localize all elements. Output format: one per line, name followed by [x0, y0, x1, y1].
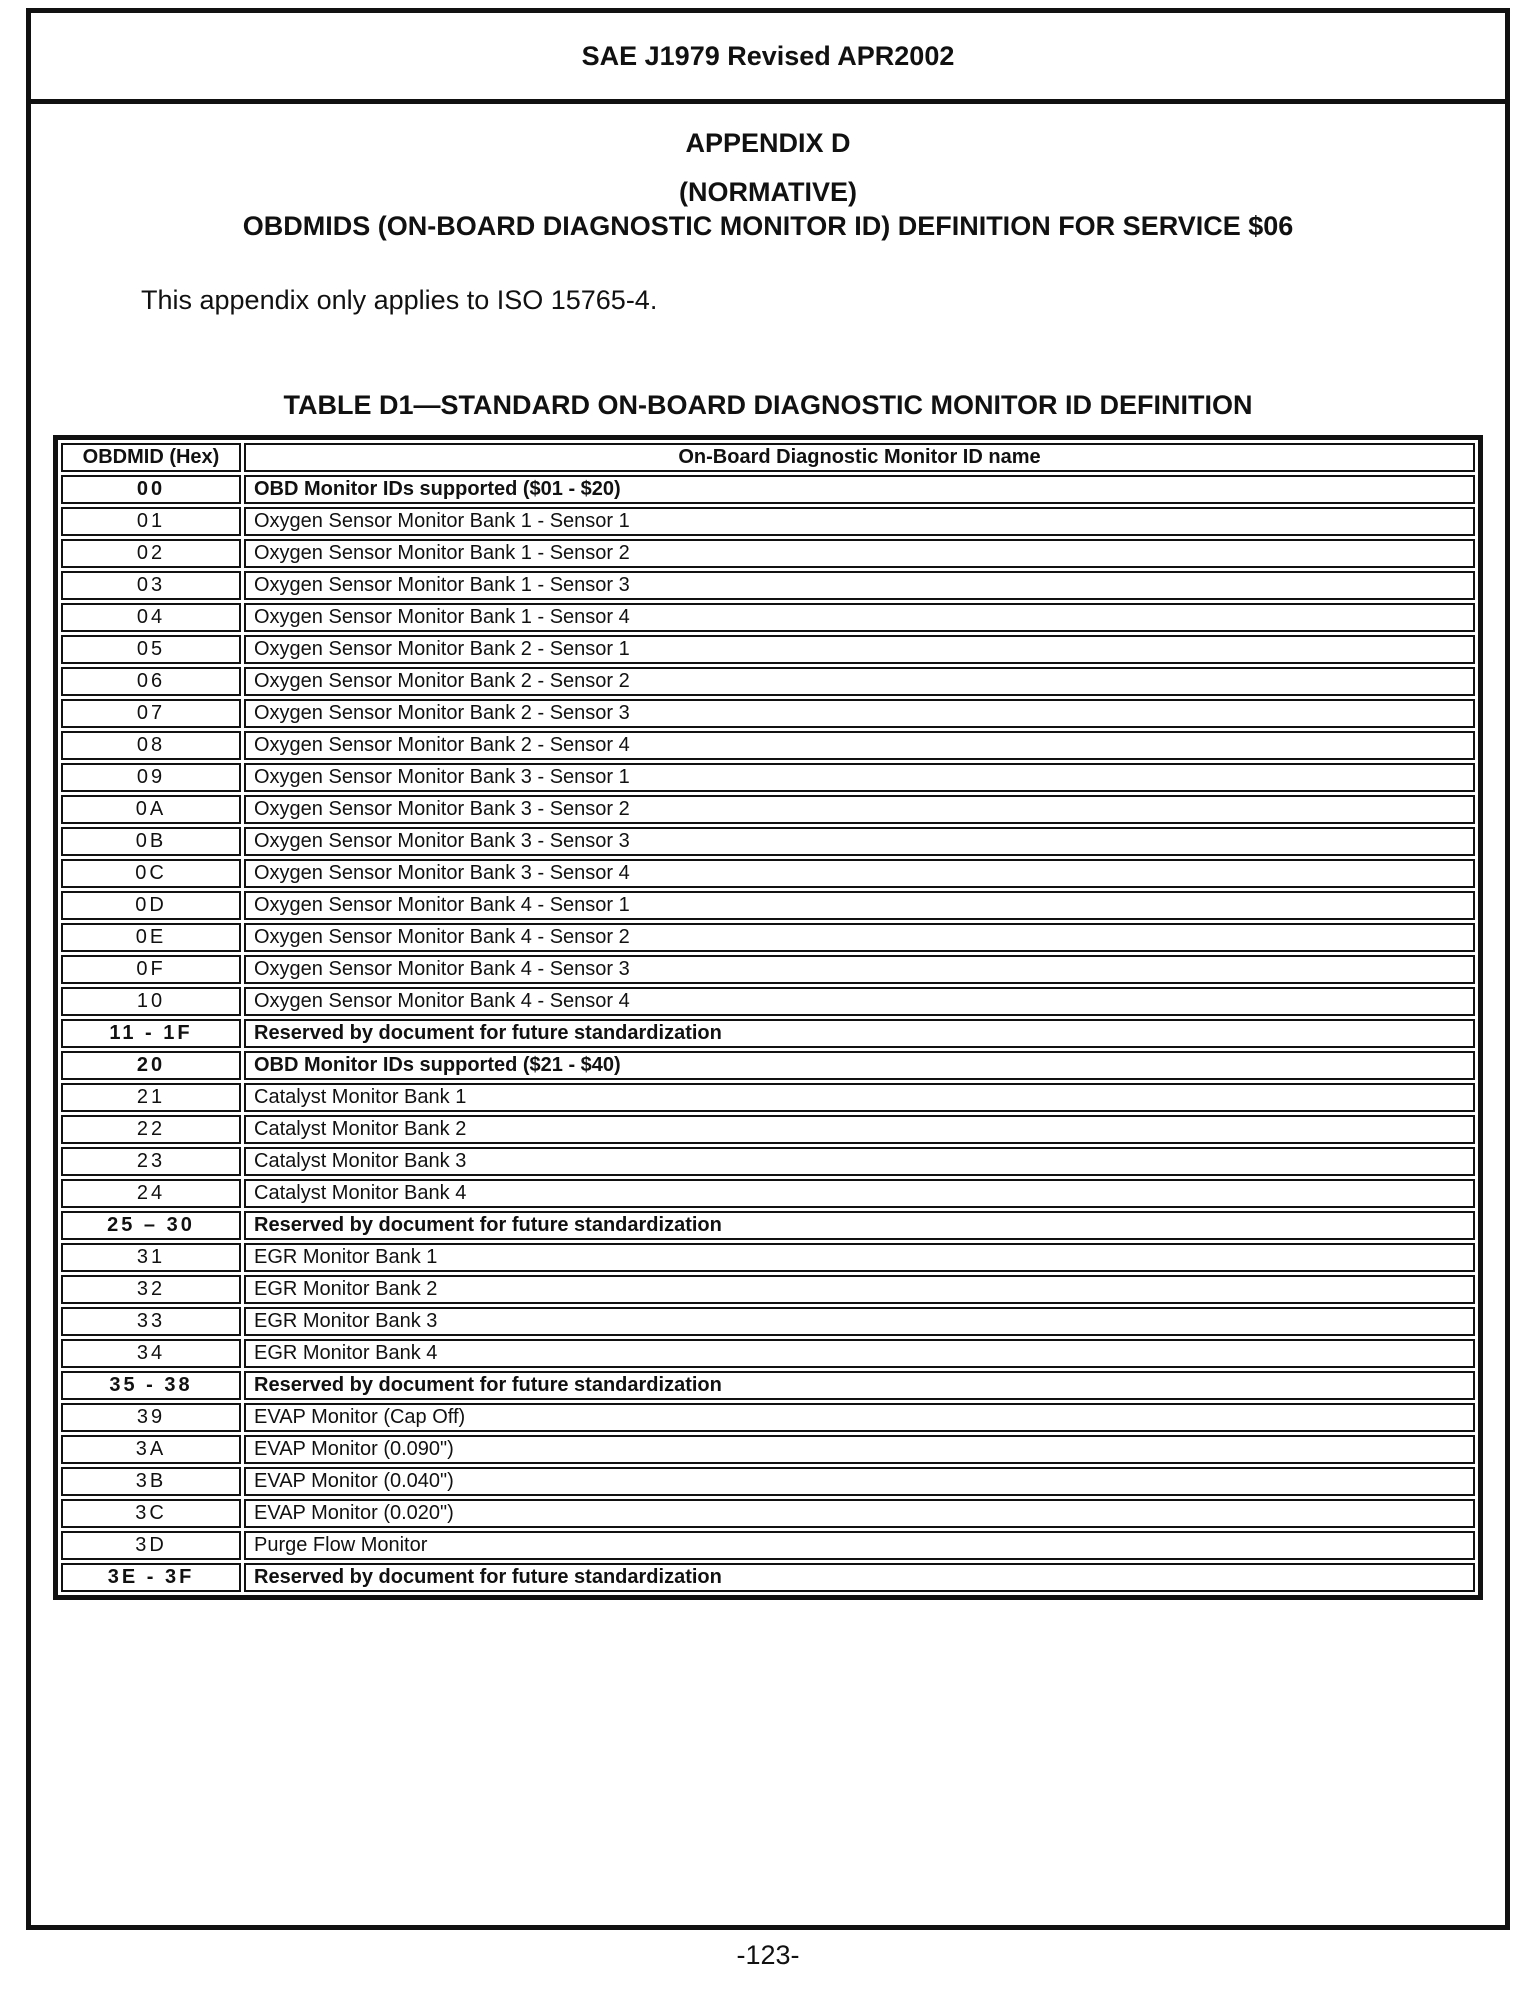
obdmid-hex-value: 25 – 30	[61, 1211, 241, 1240]
obdmid-hex-value: 0A	[61, 795, 241, 824]
monitor-id-name: OBD Monitor IDs supported ($01 - $20)	[244, 475, 1475, 504]
obdmid-hex-value: 39	[61, 1403, 241, 1432]
obdmid-hex-value: 3B	[61, 1467, 241, 1496]
obdmid-hex-value: 0B	[61, 827, 241, 856]
monitor-id-name: EVAP Monitor (0.020")	[244, 1499, 1475, 1528]
monitor-id-name: EGR Monitor Bank 4	[244, 1339, 1475, 1368]
table-title: TABLE D1—STANDARD ON-BOARD DIAGNOSTIC MONITOR ID DEFINITION	[283, 390, 1253, 420]
obdmid-hex-value: 03	[61, 571, 241, 600]
monitor-id-name: EGR Monitor Bank 2	[244, 1275, 1475, 1304]
monitor-id-name: EVAP Monitor (Cap Off)	[244, 1403, 1475, 1432]
obdmid-hex-value: 01	[61, 507, 241, 536]
table-row	[61, 1435, 1475, 1464]
table-row	[61, 1307, 1475, 1336]
table-row	[61, 1563, 1475, 1592]
monitor-id-name: Oxygen Sensor Monitor Bank 3 - Sensor 2	[244, 795, 1475, 824]
obdmid-hex-value: 20	[61, 1051, 241, 1080]
obdmid-hex-value: 0E	[61, 923, 241, 952]
monitor-id-name: Oxygen Sensor Monitor Bank 2 - Sensor 4	[244, 731, 1475, 760]
table-row	[61, 1339, 1475, 1368]
monitor-id-name: Oxygen Sensor Monitor Bank 1 - Sensor 4	[244, 603, 1475, 632]
obdmid-hex-value: 24	[61, 1179, 241, 1208]
table-row	[61, 1083, 1475, 1112]
monitor-id-name: Catalyst Monitor Bank 3	[244, 1147, 1475, 1176]
table-row	[61, 1403, 1475, 1432]
page-content	[31, 128, 1505, 1600]
monitor-id-name: Oxygen Sensor Monitor Bank 2 - Sensor 1	[244, 635, 1475, 664]
table-row	[61, 1147, 1475, 1176]
monitor-id-name: Reserved by document for future standardization	[244, 1371, 1475, 1400]
table-row	[61, 859, 1475, 888]
monitor-id-name: Oxygen Sensor Monitor Bank 2 - Sensor 3	[244, 699, 1475, 728]
obdmid-hex-value: 31	[61, 1243, 241, 1272]
monitor-id-name: Oxygen Sensor Monitor Bank 4 - Sensor 3	[244, 955, 1475, 984]
monitor-id-name: EVAP Monitor (0.040")	[244, 1467, 1475, 1496]
monitor-id-name: Oxygen Sensor Monitor Bank 4 - Sensor 1	[244, 891, 1475, 920]
obdmid-hex-value: 04	[61, 603, 241, 632]
monitor-id-name: Oxygen Sensor Monitor Bank 1 - Sensor 3	[244, 571, 1475, 600]
monitor-id-name: EVAP Monitor (0.090")	[244, 1435, 1475, 1464]
table-body	[61, 475, 1475, 1592]
monitor-id-name: Catalyst Monitor Bank 2	[244, 1115, 1475, 1144]
table-row	[61, 891, 1475, 920]
monitor-id-name: Oxygen Sensor Monitor Bank 3 - Sensor 3	[244, 827, 1475, 856]
obdmid-hex-value: 32	[61, 1275, 241, 1304]
obdmid-hex-value: 09	[61, 763, 241, 792]
monitor-id-name: Oxygen Sensor Monitor Bank 3 - Sensor 4	[244, 859, 1475, 888]
obdmid-hex-value: 07	[61, 699, 241, 728]
table-row	[61, 1243, 1475, 1272]
table-header-row	[61, 443, 1475, 472]
monitor-id-name: Catalyst Monitor Bank 4	[244, 1179, 1475, 1208]
obdmid-hex-value: 0C	[61, 859, 241, 888]
obdmid-hex-value: 0F	[61, 955, 241, 984]
table-row	[61, 475, 1475, 504]
obdmid-hex-value: 08	[61, 731, 241, 760]
table-row	[61, 795, 1475, 824]
appendix-title: APPENDIX D	[685, 128, 851, 158]
page-number: -123-	[736, 1940, 800, 1970]
document-header	[31, 13, 1505, 104]
table-row	[61, 1531, 1475, 1560]
table-row	[61, 827, 1475, 856]
normative-label: (NORMATIVE)	[679, 177, 857, 207]
table-row	[61, 1371, 1475, 1400]
obdmid-hex-value: 34	[61, 1339, 241, 1368]
monitor-id-name: Catalyst Monitor Bank 1	[244, 1083, 1475, 1112]
monitor-id-name: Oxygen Sensor Monitor Bank 1 - Sensor 1	[244, 507, 1475, 536]
monitor-id-name: Reserved by document for future standardization	[244, 1211, 1475, 1240]
obdmid-hex-value: 35 - 38	[61, 1371, 241, 1400]
obdmid-hex-value: 02	[61, 539, 241, 568]
table-row	[61, 1275, 1475, 1304]
obdmid-hex-value: 00	[61, 475, 241, 504]
obdmid-hex-value: 06	[61, 667, 241, 696]
monitor-id-name: Reserved by document for future standardization	[244, 1019, 1475, 1048]
table-row	[61, 1467, 1475, 1496]
monitor-id-name: Oxygen Sensor Monitor Bank 1 - Sensor 2	[244, 539, 1475, 568]
monitor-id-name: OBD Monitor IDs supported ($21 - $40)	[244, 1051, 1475, 1080]
obdmid-hex-value: 33	[61, 1307, 241, 1336]
monitor-id-name: Oxygen Sensor Monitor Bank 4 - Sensor 4	[244, 987, 1475, 1016]
column-header-monitor-name: On-Board Diagnostic Monitor ID name	[244, 443, 1475, 472]
obdmid-hex-value: 3A	[61, 1435, 241, 1464]
table-row	[61, 987, 1475, 1016]
monitor-id-name: EGR Monitor Bank 1	[244, 1243, 1475, 1272]
obdmid-hex-value: 11 - 1F	[61, 1019, 241, 1048]
normative-heading	[53, 175, 1483, 243]
obdmid-hex-value: 22	[61, 1115, 241, 1144]
table-row	[61, 539, 1475, 568]
intro-text: This appendix only applies to ISO 15765-4.	[141, 285, 658, 315]
table-row	[61, 635, 1475, 664]
table-row	[61, 1499, 1475, 1528]
table-row	[61, 763, 1475, 792]
table-row	[61, 1115, 1475, 1144]
document-title: SAE J1979 Revised APR2002	[581, 40, 955, 71]
obdmid-hex-value: 10	[61, 987, 241, 1016]
monitor-id-name: Oxygen Sensor Monitor Bank 3 - Sensor 1	[244, 763, 1475, 792]
obdmid-hex-value: 3C	[61, 1499, 241, 1528]
table-row	[61, 1179, 1475, 1208]
table-row	[61, 955, 1475, 984]
obdmid-hex-value: 3D	[61, 1531, 241, 1560]
monitor-id-name: Oxygen Sensor Monitor Bank 4 - Sensor 2	[244, 923, 1475, 952]
monitor-id-name: EGR Monitor Bank 3	[244, 1307, 1475, 1336]
table-row	[61, 1019, 1475, 1048]
obdmid-hex-value: 0D	[61, 891, 241, 920]
table-row	[61, 603, 1475, 632]
table-row	[61, 571, 1475, 600]
column-header-obdmid-hex: OBDMID (Hex)	[61, 443, 241, 472]
table-row	[61, 667, 1475, 696]
obdmid-hex-value: 05	[61, 635, 241, 664]
obdmid-hex-value: 3E - 3F	[61, 1563, 241, 1592]
table-row	[61, 1211, 1475, 1240]
monitor-id-name: Purge Flow Monitor	[244, 1531, 1475, 1560]
page-frame	[26, 8, 1510, 1930]
table-row	[61, 507, 1475, 536]
appendix-subtitle: OBDMIDS (ON-BOARD DIAGNOSTIC MONITOR ID) DEFINITION FOR SERVICE $06	[242, 211, 1294, 241]
obdmid-hex-value: 23	[61, 1147, 241, 1176]
table-row	[61, 1051, 1475, 1080]
obdmid-hex-value: 21	[61, 1083, 241, 1112]
monitor-id-name: Oxygen Sensor Monitor Bank 2 - Sensor 2	[244, 667, 1475, 696]
table-row	[61, 731, 1475, 760]
obdmid-table	[53, 435, 1483, 1600]
table-row	[61, 923, 1475, 952]
monitor-id-name: Reserved by document for future standardization	[244, 1563, 1475, 1592]
table-row	[61, 699, 1475, 728]
